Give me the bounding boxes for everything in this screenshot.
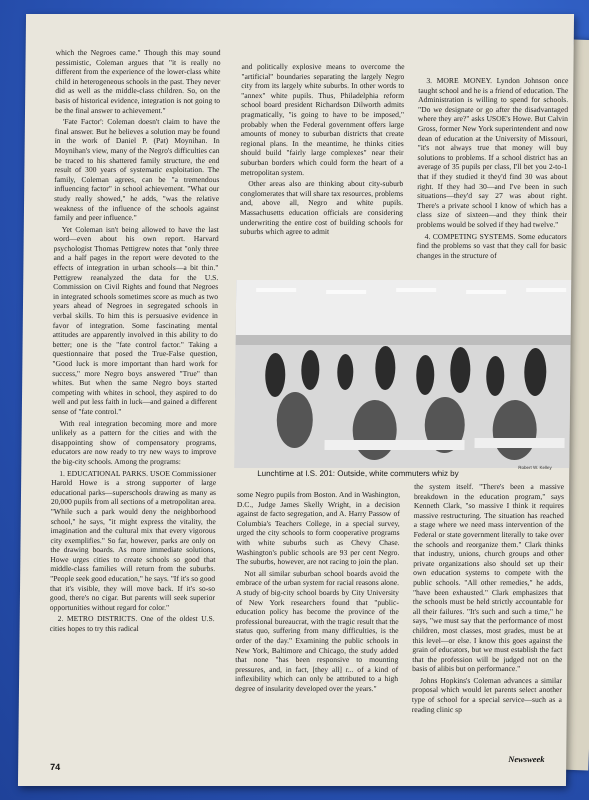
photo-credit: Robert W. Kelley: [518, 465, 552, 470]
col1-para: 'Fate Factor': Coleman doesn't claim to have the final answer. But he believes a solution may be found in the work of Daniel P. (Pat) Moynihan. In Moynihan's view, many of the Negro's difficulties can be traced to his shattered family structure, the end result of 300 years of systematic exploitation. The family, Coleman agrees, can be "a tremendous influencing factor" in school achievement. "What our study really showed," he adds, "was the relative weakness of the influence of the schools against family and peer influence.": [53, 117, 220, 223]
col3b-para: Johns Hopkins's Coleman advances a similar proposal which would let parents select another type of school for a special service—such as a reading clinic sp: [411, 675, 563, 714]
col2b-para: some Negro pupils from Boston. And in Washington, D.C., Judge James Skelly Wright, in a decision against de facto segregation, and A. Harry Passow of Columbia's Teachers College, in a special survey, urged the city schools to form cooperative programs with white suburbs such as Chevy Chase. Washington's public schools are 93 per cent Negro. The suburbs, however, are not racing to join the plan.: [236, 490, 401, 567]
photo-caption: Lunchtime at I.S. 201: Outside, white commuters whiz by: [257, 469, 459, 478]
col1-para: which the Negroes came." Though this may sound pessimistic, Coleman argues that "it is really no different from the experience of the lower-class white child in heterogeneous schools in the past. They never did as well as the middle-class children. So, on the basis of historical evidence, integration is not going to be the final answer to achievement.": [54, 48, 221, 115]
col3-para: 4. COMPETING SYSTEMS. Some educators find the problems so vast that they call for basic changes in the structure of: [416, 231, 567, 260]
col2-para: and politically explosive means to overcome the "artificial" boundaries separating the largely Negro city from its largely white suburbs. In other words to "annex" white pupils. Thus, Philadelphia reform school board president Richardson Dilworth admits pragmatically, "is going to have to be imposed," probably when the Federal government offers large amounts of money to suburban districts that create regional plans. In the meantime, he thinks cities should build "fairly large complexes" near their suburban borders which could form the heart of a metropolitan system.: [240, 62, 405, 177]
col2-para: Other areas also are thinking about city-suburb conglomerates that will share tax resources, problems and, above all, Negro and white pupils. Massachusetts education officials are considering underwriting the entire cost of building schools for suburbs which agree to admit: [239, 179, 404, 237]
col1-para: Yet Coleman isn't being allowed to have the last word—even about his own report. Harvard psychologist Thomas Pettigrew notes that "only three and a half pages in the report were devoted to the effects of integration in urban schools—a bit thin." Pettigrew reanalyzed the data for the U.S. Commission on Civil Rights and found that Negroes in integrated schools sometimes score as much as two years ahead of Negroes in segregated schools in verbal skills. To him this is persuasive evidence in favor of integration. Some fascinating mental attitudes are apparently involved in this ability to do better; one is the "fate control factor." Taking a questionnaire that posed the True-False question, "Good luck is more important than hard work for success," more Negro boys answered "True" than whites. But when the same Negro boys started competing with whites in school, they aspired to do well and put less faith in luck—and gained a different sense of "fate control.": [51, 224, 219, 416]
column-2-bottom: [235, 490, 400, 695]
photo-illustration: [234, 280, 571, 468]
column-2-top: [240, 62, 405, 239]
lunchroom-photo: [234, 280, 571, 468]
column-1: [50, 48, 221, 636]
col1-para: 2. METRO DISTRICTS. One of the oldest U.S. cities hopes to try this radical: [49, 614, 215, 634]
magazine-page: [18, 14, 574, 786]
column-3-bottom: [412, 482, 564, 716]
col3-para: 3. MORE MONEY. Lyndon Johnson once taught school and he is a friend of education. The Administration is willing to spend for schools. "Do we designate or go after the disadvantaged where they are?" asks USOE's Howe. But Calvin Gross, former New York superintendent and now dean of education at the University of Missouri, "it's not always true that money will buy solutions to problems. If a school district has an average of 35 pupils per class, I'll bet you 2-to-1 that if they studied it they'd find 30 was about right. If they had 30—and I've been in such situations—they'd say 27 was about right. There's a private school I know of which has a class size of sixteen—and they think their problems would be solved if they had twelve.": [416, 76, 569, 229]
page-number: 74: [50, 762, 61, 772]
col2b-para: Not all similar suburban school boards avoid the embrace of the urban system for racial reasons alone. A study of big-city school boards by City University of New York researchers found that "public-education policy has become the province of the professional bureaucrat, with the tragic result that the status quo, suffering from many difficulties, is the order of the day." Examining the public schools in New York, Baltimore and Chicago, the study added that none "has been responsive to mounting pressures, and, in fact, [they all] r... of a kind of inflexibility which can only be attributed to a high degree of insularity developed over the years.": [234, 568, 400, 693]
col1-para: With real integration becoming more and more unlikely as a pattern for the cities and with the disappointing show of compensatory programs, educators are now ready to try new ways to improve the big-city schools. Among the programs:: [51, 418, 217, 466]
column-3-top: [416, 76, 568, 262]
col1-para: 1. EDUCATIONAL PARKS. USOE Commissioner Harold Howe is a strong supporter of large educational parks—superschools drawing as many as 20,000 pupils from all sections of a metropolitan area. "While such a park would deny the neighborhood school," he says, "it might express the vitality, the imagination and the cultural mix that every vigorous city exemplifies." So far, however, parks are only on the drawing boards. As more immediate solutions, Howe urges cities to create schools so good that middle-class families will return from the suburbs. "People seek good education," he says. "If it's so good that it's visible, they will move back. If it's so-so good, there's no cigar. But parents will seek superior opportunities without regard for color.": [49, 468, 217, 612]
magazine-name: Newsweek: [508, 754, 545, 764]
col3b-para: the system itself. "There's been a massive breakdown in the education program," says Kenneth Clark, "so massive I think it requires massive restructuring. The situation has reached a stage where we need mass intervention of the Federal or state government literally to take over the schools and reorganize them." Clark thinks that industry, unions, church groups and other private organizations also should set up their own education systems to compete with the public schools. "All other remedies," he adds, "have been exhausted." Clark emphasizes that the schools must be held strictly accountable for all their failures. "It's such and such a time," he says, "we must say that the performance of most children, most classes, most grades, must be at this level—or else. I know this goes against the grain of educators, but we must establish the fact that the profession will be judged not on the basis of alibis but on performance.": [412, 482, 565, 674]
